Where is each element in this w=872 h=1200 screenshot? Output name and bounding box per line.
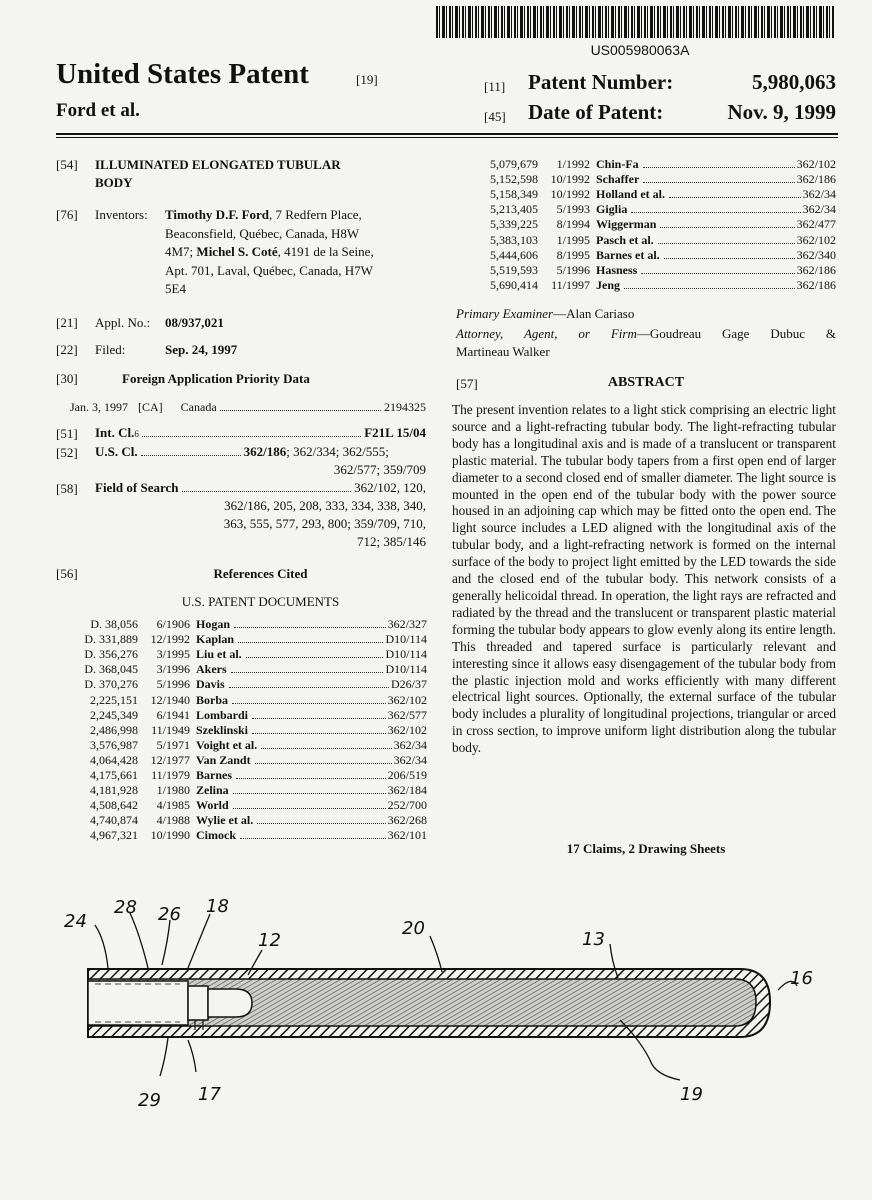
- reference-date: 3/1996: [156, 662, 190, 677]
- cap-interior: [88, 981, 188, 1025]
- patent-number-code: [11]: [484, 79, 506, 94]
- reference-class: 362/102: [387, 692, 427, 707]
- reference-row: [456, 263, 836, 278]
- reference-row: [56, 662, 427, 677]
- reference-date: 5/1996: [156, 677, 190, 692]
- reference-date: 3/1995: [156, 647, 190, 662]
- reference-class: D10/114: [385, 662, 427, 677]
- reference-number: D. 331,889: [84, 632, 138, 647]
- reference-number: D. 370,276: [84, 677, 138, 692]
- reference-number: 2,486,998: [90, 722, 138, 737]
- drawing-label: 19: [680, 1084, 703, 1105]
- reference-name: Giglia: [596, 202, 628, 217]
- inventors-block: [165, 206, 415, 299]
- drawing-label: 26: [158, 904, 181, 925]
- reference-class: 362/577: [387, 707, 427, 722]
- foreign-country: Canada: [180, 400, 217, 414]
- reference-row: [56, 647, 427, 662]
- reference-name: Pasch et al.: [596, 232, 654, 247]
- reference-number: 5,339,225: [490, 217, 538, 232]
- drawing-label: 20: [402, 918, 425, 939]
- reference-number: 4,175,661: [90, 767, 138, 782]
- abstract-heading: ABSTRACT: [607, 375, 685, 390]
- uscl-rest: ; 362/334; 362/555;: [286, 444, 389, 459]
- intcl-row: [95, 424, 426, 443]
- reference-date: 12/1992: [150, 632, 190, 647]
- refs-subheading: U.S. PATENT DOCUMENTS: [181, 594, 340, 609]
- reference-class: 362/34: [393, 752, 427, 767]
- appl-label: Appl. No.:: [95, 315, 151, 330]
- reference-class: 362/34: [393, 737, 427, 752]
- search-code: [58]: [56, 481, 78, 496]
- reference-date: 8/1995: [556, 247, 590, 262]
- examiner-value: —Alan Cariaso: [553, 306, 635, 321]
- filed-value: Sep. 24, 1997: [165, 342, 238, 357]
- reference-date: 6/1906: [156, 617, 190, 632]
- reference-number: 5,519,593: [490, 262, 538, 277]
- foreign-number: 2194325: [384, 400, 426, 414]
- reference-number: D. 38,056: [90, 617, 138, 632]
- reference-number: D. 356,276: [84, 647, 138, 662]
- reference-name: Voight et al.: [196, 737, 258, 752]
- reference-date: 10/1992: [550, 172, 590, 187]
- led-dome: [208, 989, 252, 1017]
- reference-row: [56, 813, 427, 828]
- reference-row: [56, 617, 427, 632]
- search-line: 363, 555, 577, 293, 800; 359/709, 710,: [223, 516, 426, 531]
- reference-class: 252/700: [387, 798, 427, 813]
- reference-name: Holland et al.: [596, 187, 666, 202]
- reference-class: 362/184: [387, 783, 427, 798]
- search-block: [95, 479, 426, 551]
- appl-code: [21]: [56, 315, 78, 330]
- reference-row: [456, 217, 836, 232]
- refs-code: [56]: [56, 566, 78, 581]
- inventors-line: Apt. 701, Laval, Québec, Canada, H7W: [165, 262, 373, 278]
- search-line: 712; 385/146: [357, 534, 426, 549]
- reference-number: 5,444,606: [490, 247, 538, 262]
- reference-row: [456, 187, 836, 202]
- foreign-code: [30]: [56, 371, 78, 386]
- patent-drawing: [0, 880, 872, 1120]
- patent-date: Nov. 9, 1999: [727, 100, 836, 124]
- reference-class: 362/102: [796, 232, 836, 247]
- reference-number: 4,740,874: [90, 813, 138, 828]
- reference-row: [456, 202, 836, 217]
- reference-date: 1/1992: [556, 157, 590, 172]
- reference-date: 12/1940: [150, 692, 190, 707]
- reference-number: 5,690,414: [490, 277, 538, 292]
- reference-number: 3,576,987: [90, 737, 138, 752]
- foreign-row: [70, 398, 426, 416]
- reference-class: D10/114: [385, 632, 427, 647]
- drawing-label: 29: [138, 1090, 161, 1111]
- drawing-label: 12: [258, 930, 281, 951]
- inventors-line: 5E4: [165, 281, 186, 296]
- reference-number: 4,508,642: [90, 798, 138, 813]
- reference-class: 362/101: [387, 828, 427, 843]
- reference-class: D26/37: [391, 677, 427, 692]
- reference-name: Lombardi: [196, 707, 249, 722]
- reference-name: Zelina: [196, 783, 229, 798]
- document-number: US005980063A: [590, 42, 690, 58]
- reference-name: Szeklinski: [196, 722, 249, 737]
- drawing-label: 18: [206, 896, 229, 917]
- reference-row: [56, 753, 427, 768]
- reference-class: 362/327: [387, 617, 427, 632]
- reference-name: Jeng: [596, 277, 620, 292]
- reference-date: 10/1992: [550, 187, 590, 202]
- reference-name: Barnes: [196, 767, 232, 782]
- invention-title-line: BODY: [95, 175, 133, 190]
- reference-name: Van Zandt: [196, 752, 251, 767]
- attorney-value: —Goudreau Gage Dubuc &: [636, 326, 836, 341]
- reference-number: 4,181,928: [90, 783, 138, 798]
- reference-name: Hogan: [196, 617, 231, 632]
- reference-date: 11/1997: [551, 277, 590, 292]
- inventors-code: [76]: [56, 207, 78, 222]
- foreign-date: Jan. 3, 1997: [70, 400, 128, 414]
- reference-row: [456, 232, 836, 247]
- reference-number: 2,245,349: [90, 707, 138, 722]
- reference-row: [456, 248, 836, 263]
- reference-row: [456, 157, 836, 172]
- reference-row: [56, 768, 427, 783]
- reference-name: Wylie et al.: [196, 813, 254, 828]
- reference-date: 11/1979: [151, 767, 190, 782]
- inventor-short: Ford et al.: [56, 100, 140, 121]
- references-table-left: [56, 617, 427, 843]
- refs-heading: References Cited: [213, 566, 308, 581]
- appl-value: 08/937,021: [165, 315, 224, 330]
- reference-class: D10/114: [385, 647, 427, 662]
- reference-row: [56, 828, 427, 843]
- foreign-heading: Foreign Application Priority Data: [122, 371, 310, 386]
- reference-name: Davis: [196, 677, 225, 692]
- reference-name: Borba: [196, 692, 229, 707]
- reference-number: 5,152,598: [490, 172, 538, 187]
- reference-date: 12/1977: [150, 752, 190, 767]
- reference-number: 5,383,103: [490, 232, 538, 247]
- search-line: 362/102, 120,: [354, 480, 426, 495]
- filed-code: [22]: [56, 342, 78, 357]
- country-code: [19]: [356, 72, 378, 87]
- uscl-rest-line2: 362/577; 359/709: [333, 462, 426, 477]
- uscl-main: 362/186: [243, 444, 287, 459]
- filed-label: Filed:: [95, 342, 126, 357]
- reference-number: 4,064,428: [90, 752, 138, 767]
- reference-date: 10/1990: [150, 828, 190, 843]
- header-rule: [56, 133, 838, 135]
- patent-number: 5,980,063: [752, 70, 836, 94]
- reference-date: 4/1988: [156, 813, 190, 828]
- intcl-label: Int. Cl.: [95, 425, 135, 440]
- search-line: 362/186, 205, 208, 333, 334, 338, 340,: [224, 498, 426, 513]
- drawing-label: 24: [64, 911, 87, 932]
- reference-row: [56, 798, 427, 813]
- inventors-label: Inventors:: [95, 207, 148, 222]
- search-label: Field of Search: [95, 480, 179, 495]
- abstract-code: [57]: [456, 376, 478, 391]
- reference-number: 5,213,405: [490, 202, 538, 217]
- reference-class: 362/268: [387, 813, 427, 828]
- reference-class: 362/34: [802, 202, 836, 217]
- country-title: United States Patent: [56, 58, 309, 90]
- reference-date: 5/1996: [556, 262, 590, 277]
- drawing-label: 17: [198, 1084, 221, 1105]
- invention-title: [95, 156, 341, 192]
- inventors-line: Beaconsfield, Québec, Canada, H8W: [165, 225, 360, 241]
- reference-row: [56, 677, 427, 692]
- inventors-line: Timothy D.F. Ford, 7 Redfern Place,: [165, 207, 362, 222]
- reference-row: [56, 783, 427, 798]
- reference-date: 8/1994: [556, 217, 590, 232]
- claims-line: 17 Claims, 2 Drawing Sheets: [566, 841, 726, 856]
- foreign-cc: [CA]: [138, 400, 163, 414]
- reference-class: 362/102: [796, 157, 836, 172]
- reference-class: 362/102: [387, 722, 427, 737]
- uscl-label: U.S. Cl.: [95, 444, 138, 459]
- reference-class: 362/186: [796, 262, 836, 277]
- reference-class: 362/186: [796, 277, 836, 292]
- reference-row: [56, 723, 427, 738]
- reference-date: 1/1995: [556, 232, 590, 247]
- title-code: [54]: [56, 157, 78, 172]
- drawing-label: 16: [790, 968, 813, 989]
- reference-date: 5/1993: [556, 202, 590, 217]
- reference-row: [56, 632, 427, 647]
- reference-number: 5,158,349: [490, 187, 538, 202]
- uscl-code: [52]: [56, 445, 78, 460]
- reference-number: 5,079,679: [490, 157, 538, 172]
- reference-number: 2,225,151: [90, 692, 138, 707]
- invention-title-line: ILLUMINATED ELONGATED TUBULAR: [95, 157, 341, 172]
- reference-date: 5/1971: [156, 737, 190, 752]
- reference-date: 1/1980: [156, 783, 190, 798]
- attorney-line2: Martineau Walker: [456, 344, 550, 359]
- reference-name: Schaffer: [596, 172, 640, 187]
- intcl-value: F21L 15/04: [364, 425, 426, 440]
- reference-row: [56, 692, 427, 707]
- reference-class: 362/477: [796, 217, 836, 232]
- reference-number: D. 368,045: [84, 662, 138, 677]
- reference-row: [456, 172, 836, 187]
- barcode: [436, 6, 834, 38]
- reference-class: 362/340: [796, 247, 836, 262]
- intcl-sup: 6: [134, 429, 139, 439]
- reference-class: 206/519: [387, 767, 427, 782]
- reference-name: Liu et al.: [196, 647, 242, 662]
- date-code: [45]: [484, 109, 506, 124]
- reference-name: Hasness: [596, 262, 638, 277]
- reference-date: 4/1985: [156, 798, 190, 813]
- attorney-label: Attorney, Agent, or Firm: [456, 326, 637, 341]
- reference-class: 362/186: [796, 172, 836, 187]
- abstract-text: The present invention relates to a light stick comprising an electric light source and a light-refracting tubular body. The light-refracting tubular body has a longitudinal axis and is made of a translucent or transparent plastic material. The tubular body tapers from a first open end of larger diameter to a second closed end of smaller diameter. The light source is mounted in the open end of the tubular body with the power source housed in an adjoining cap which may be fitted onto the open end. The light source includes a LED aligned with the longitudinal axis of the tubular body, and a light-refracting network is formed on the internal surface of the body to project light emitted by the LED towards the side and the closed end of the tubular body. This network consists of a generally helicoidal thread. In operation, the light rays are refracted and radiated by the thread and the translucent or transparent plastic material forming the tubular body appears to glow evenly along its entire length. This threaded and tapered surface is particularly relevant and interesting since it allows easy disengagement of the tubular body from the plastic injection mold and works efficiently with many different electrical light sources. Optionally, the external surface of the tubular body includes a plurality of longitudinal projections, triangular or arced in cross section, to improve uniform light distribution along the tubular body.: [452, 402, 836, 756]
- reference-name: Chin-Fa: [596, 157, 639, 172]
- references-table-right: [456, 157, 836, 293]
- reference-name: World: [196, 798, 229, 813]
- uscl-row: [95, 443, 426, 479]
- drawing-label: 13: [582, 929, 605, 950]
- reference-row: [456, 278, 836, 293]
- reference-class: 362/34: [802, 187, 836, 202]
- attorney: [456, 325, 836, 343]
- examiner-label: Primary Examiner: [456, 306, 554, 321]
- reference-date: 6/1941: [156, 707, 190, 722]
- header-rule-thin: [56, 137, 838, 138]
- reference-date: 11/1949: [151, 722, 190, 737]
- reference-name: Cimock: [196, 828, 236, 843]
- reference-number: 4,967,321: [90, 828, 138, 843]
- reference-name: Akers: [196, 662, 227, 677]
- intcl-code: [51]: [56, 426, 78, 441]
- drawing-label: 28: [114, 897, 137, 918]
- reference-name: Barnes et al.: [596, 247, 660, 262]
- reference-name: Kaplan: [196, 632, 235, 647]
- patent-number-label: Patent Number:: [528, 70, 674, 94]
- reference-row: [56, 738, 427, 753]
- examiner: [456, 305, 634, 323]
- inventors-line: 4M7; Michel S. Coté, 4191 de la Seine,: [165, 244, 374, 259]
- reference-row: [56, 708, 427, 723]
- led-base: [188, 986, 208, 1020]
- date-label: Date of Patent:: [528, 100, 664, 124]
- reference-name: Wiggerman: [596, 217, 657, 232]
